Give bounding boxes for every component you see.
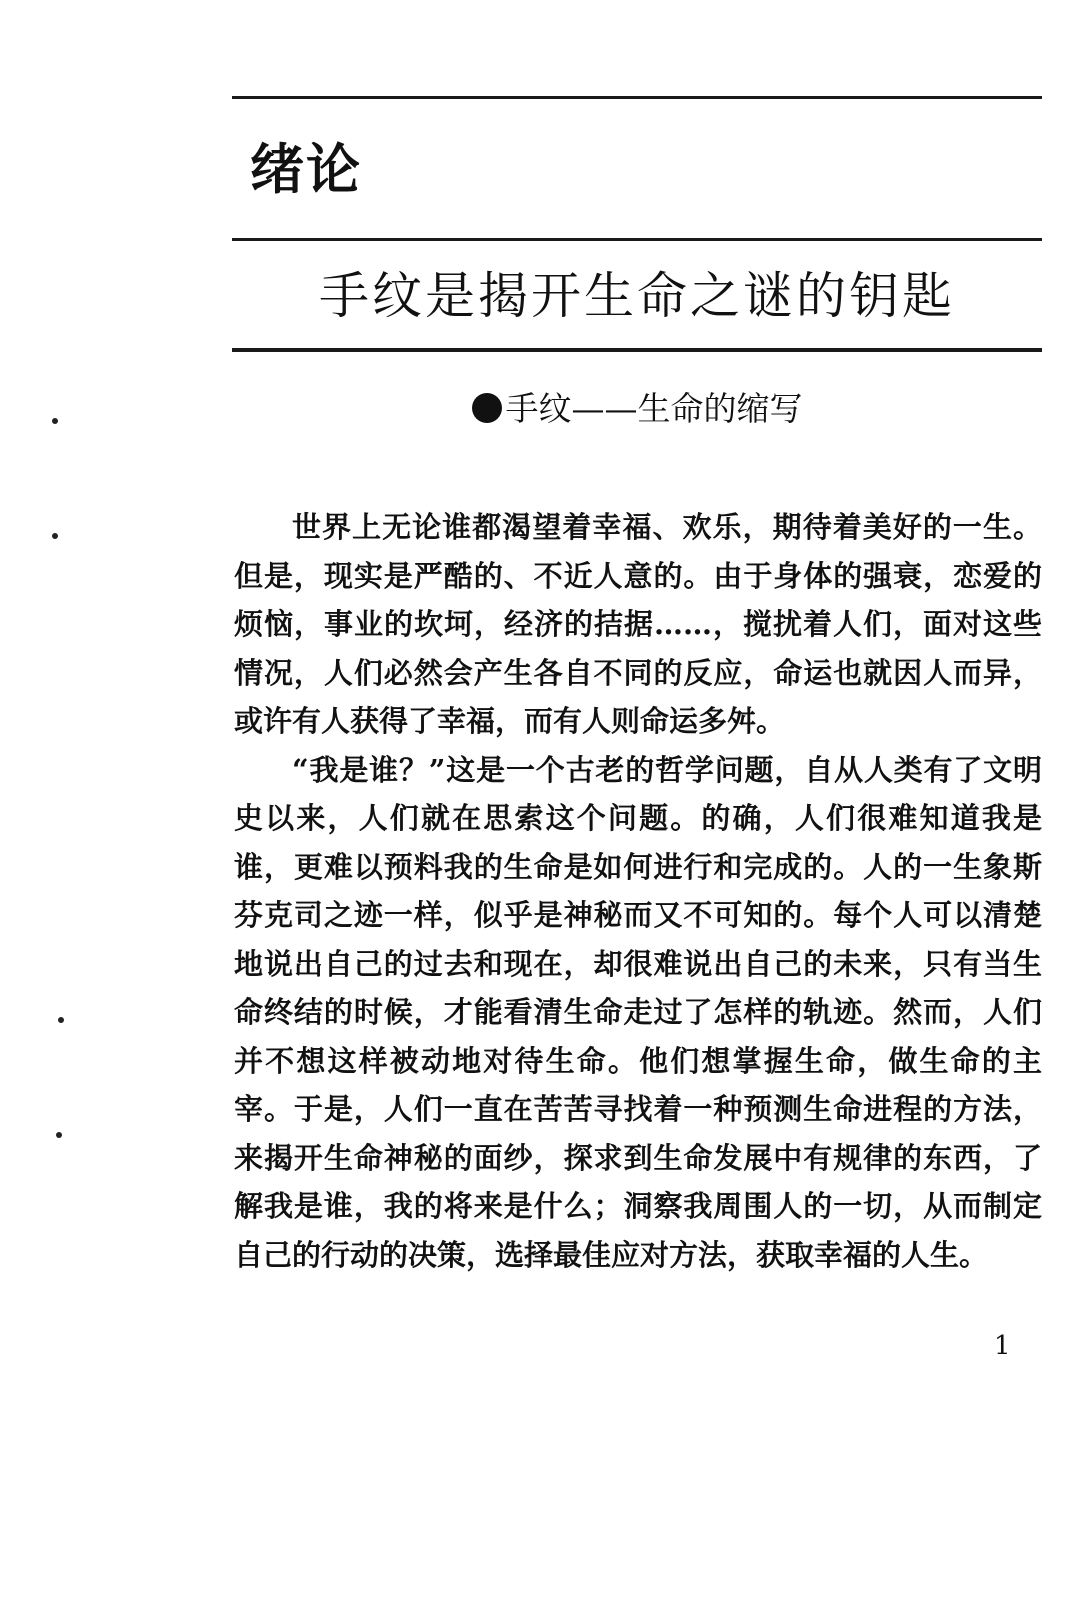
page-number: 1 [994,1331,1011,1361]
section-heading [232,385,1042,433]
scan-speck [56,1132,62,1138]
middle-rule [232,238,1042,241]
chapter-heading: 绪论 [250,138,362,201]
top-rule [232,96,1042,99]
section-heading-text: 手纹——生命的缩写 [505,389,803,428]
scan-speck [52,418,58,424]
paragraph: “我是谁？”这是一个古老的哲学问题，自从人类有了文明史以来，人们就在思索这个问题。的确，人们很难知道我是谁，更难以预料我的生命是如何进行和完成的。人的一生象斯芬克司之迹一样，似乎是神秘而又不可知的。每个人可以清楚地说出自己的过去和现在，却很难说出自己的未来，只有当生命终结的时候，才能看清生命走过了怎样的轨迹。然而，人们并不想这样被动地对待生命。他们想掌握生命，做生命的主宰。于是，人们一直在苦苦寻找着一种预测生命进程的方法，来揭开生命神秘的面纱，探求到生命发展中有规律的东西，了解我是谁，我的将来是什么；洞察我周围人的一切，从而制定自己的行动的决策，选择最佳应对方法，获取幸福的人生。 [234,752,1042,1272]
bullet-icon [472,393,502,423]
paragraph: 世界上无论谁都渴望着幸福、欢乐，期待着美好的一生。但是，现实是严酷的、不近人意的。由于身体的强衰，恋爱的烦恼，事业的坎坷，经济的拮据……，搅扰着人们，面对这些情况，人们必然会产生各自不同的反应，命运也就因人而异，或许有人获得了幸福，而有人则命运多舛。 [234,510,1042,738]
bottom-rule [232,348,1042,352]
page-title: 手纹是揭开生命之谜的钥匙 [319,267,955,325]
scan-speck [52,533,58,539]
body-text [234,503,1042,1279]
scan-speck [58,1017,64,1023]
